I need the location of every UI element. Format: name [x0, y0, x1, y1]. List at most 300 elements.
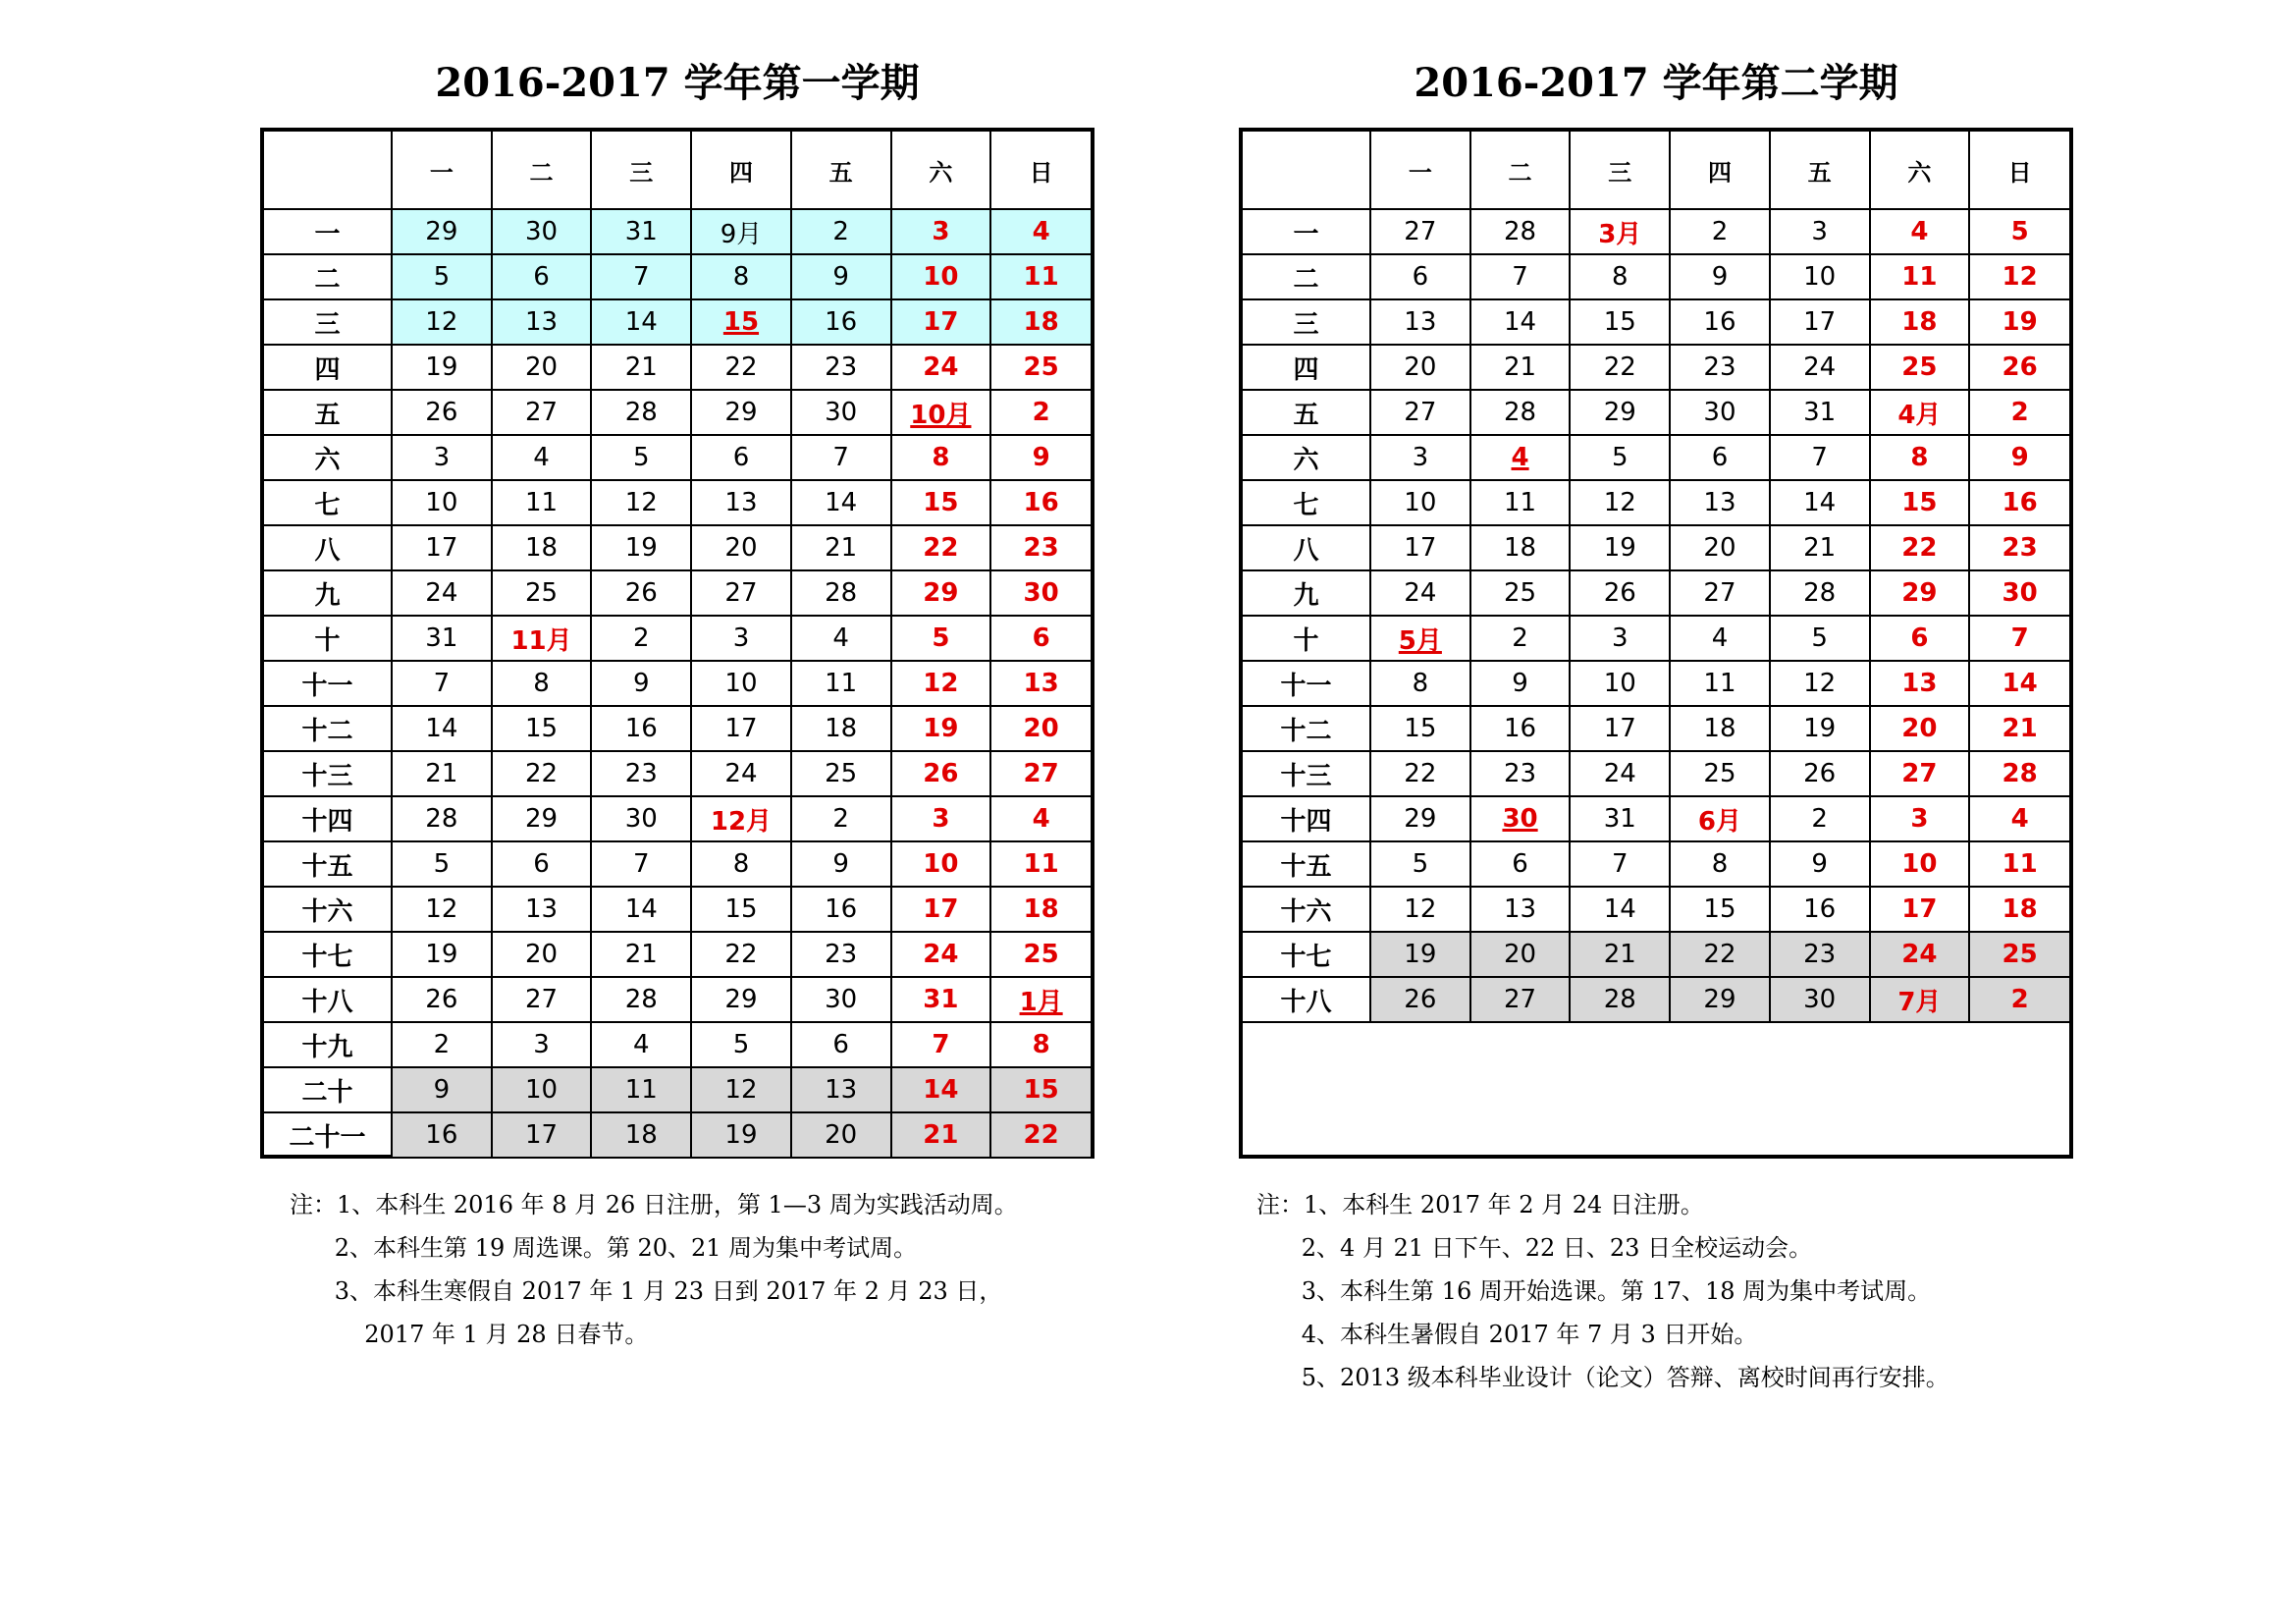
- date-label: 8: [533, 669, 550, 698]
- date-label: 28: [624, 985, 658, 1014]
- date-cell: [691, 1067, 791, 1112]
- date-cell: [1670, 977, 1770, 1022]
- date-label: 24: [1803, 352, 1837, 382]
- date-label: 7月: [1897, 987, 1942, 1017]
- week-row: [1243, 616, 2069, 661]
- date-label: 24: [923, 352, 959, 382]
- date-label: 19: [1404, 940, 1437, 969]
- date-cell: [1770, 390, 1870, 435]
- date-cell: [591, 616, 691, 661]
- date-cell: [492, 209, 592, 254]
- date-label: 4月: [1897, 400, 1942, 430]
- date-cell: [1470, 525, 1571, 570]
- weekday-header: 三: [1570, 132, 1670, 209]
- date-cell: [492, 435, 592, 480]
- date-cell: [1470, 209, 1571, 254]
- date-cell: [891, 435, 991, 480]
- date-label: 5: [1611, 443, 1629, 472]
- date-cell: [1670, 525, 1770, 570]
- date-cell: [791, 570, 891, 616]
- date-cell: [891, 299, 991, 345]
- date-cell: [1870, 841, 1970, 887]
- date-cell: [891, 1112, 991, 1158]
- date-label: 15: [1901, 488, 1938, 517]
- date-cell: [591, 390, 691, 435]
- date-label: 15: [722, 307, 760, 337]
- date-label: 16: [1803, 894, 1837, 924]
- date-cell: [891, 345, 991, 390]
- date-cell: [791, 616, 891, 661]
- date-cell: [891, 661, 991, 706]
- date-label: 31: [624, 217, 658, 246]
- date-label: 26: [425, 398, 458, 427]
- date-label: 16: [825, 894, 858, 924]
- week-number-cell: 十九: [264, 1022, 392, 1067]
- week-number-cell: 五: [264, 390, 392, 435]
- date-cell: [1370, 525, 1470, 570]
- date-label: 19: [624, 533, 658, 563]
- date-label: 6: [533, 849, 550, 879]
- date-label: 17: [1803, 307, 1837, 337]
- date-label: 3: [1412, 443, 1429, 472]
- date-cell: [1969, 480, 2069, 525]
- date-label: 17: [923, 307, 959, 337]
- date-cell: [1570, 570, 1670, 616]
- date-cell: [1370, 254, 1470, 299]
- date-label: 19: [425, 352, 458, 382]
- date-cell: [1670, 209, 1770, 254]
- date-cell: [891, 480, 991, 525]
- date-label: 8: [932, 443, 950, 472]
- date-cell: [1570, 932, 1670, 977]
- date-cell: [1370, 299, 1470, 345]
- date-label: 18: [1504, 533, 1537, 563]
- week-number-cell: 十二: [264, 706, 392, 751]
- semester-1-table-frame: [260, 128, 1095, 1159]
- week-number-cell: 十七: [1243, 932, 1370, 977]
- date-cell: [492, 796, 592, 841]
- date-cell: [990, 299, 1091, 345]
- date-cell: [891, 570, 991, 616]
- date-label: 9: [832, 262, 849, 292]
- date-label: 7: [1811, 443, 1828, 472]
- date-label: 2: [433, 1030, 451, 1059]
- date-label: 20: [724, 533, 758, 563]
- week-number-cell: 十八: [1243, 977, 1370, 1022]
- date-label: 30: [2002, 578, 2038, 608]
- date-cell: [691, 932, 791, 977]
- date-label: 13: [525, 307, 559, 337]
- date-cell: [492, 1067, 592, 1112]
- date-label: 6月: [1697, 806, 1741, 837]
- date-cell: [891, 525, 991, 570]
- week-row: [264, 977, 1091, 1022]
- date-label: 5: [2010, 217, 2029, 246]
- date-cell: [591, 254, 691, 299]
- date-cell: [492, 390, 592, 435]
- date-cell: [990, 751, 1091, 796]
- date-label: 30: [525, 217, 559, 246]
- date-cell: [1770, 932, 1870, 977]
- date-label: 2: [832, 217, 849, 246]
- week-row: [1243, 932, 2069, 977]
- date-label: 13: [1901, 669, 1938, 698]
- date-label: 6: [1412, 262, 1429, 292]
- week-number-cell: 九: [1243, 570, 1370, 616]
- date-cell: [392, 299, 492, 345]
- date-cell: [1470, 299, 1571, 345]
- date-label: 23: [1504, 759, 1537, 788]
- date-label: 12: [425, 307, 458, 337]
- week-number-cell: 十: [264, 616, 392, 661]
- date-cell: [1570, 390, 1670, 435]
- date-label: 4: [1032, 217, 1050, 246]
- date-cell: [1969, 661, 2069, 706]
- date-cell: [1969, 570, 2069, 616]
- date-cell: [1969, 209, 2069, 254]
- date-cell: [591, 887, 691, 932]
- week-row: [264, 254, 1091, 299]
- date-label: 24: [1404, 578, 1437, 608]
- date-label: 16: [1023, 488, 1059, 517]
- date-label: 27: [1504, 985, 1537, 1014]
- date-cell: [1670, 480, 1770, 525]
- date-label: 30: [1502, 804, 1538, 834]
- date-cell: [492, 887, 592, 932]
- date-cell: [1969, 254, 2069, 299]
- date-cell: [691, 887, 791, 932]
- date-cell: [492, 661, 592, 706]
- date-label: 25: [1023, 352, 1059, 382]
- date-cell: [591, 345, 691, 390]
- week-number-cell: 十六: [1243, 887, 1370, 932]
- date-cell: [492, 706, 592, 751]
- date-cell: [591, 661, 691, 706]
- note-line: 2、本科生第 19 周选课。第 20、21 周为集中考试周。: [290, 1234, 918, 1262]
- weekday-header: 三: [591, 132, 691, 209]
- date-label: 17: [1603, 714, 1636, 743]
- date-label: 5: [932, 623, 950, 653]
- date-label: 11: [1504, 488, 1537, 517]
- week-number-cell: 十一: [1243, 661, 1370, 706]
- date-label: 11: [825, 669, 858, 698]
- date-label: 10: [923, 262, 959, 292]
- week-row: [264, 1022, 1091, 1067]
- date-label: 7: [433, 669, 451, 698]
- date-cell: [1969, 525, 2069, 570]
- note-line: 3、本科生寒假自 2017 年 1 月 23 日到 2017 年 2 月 23 日，: [290, 1277, 1003, 1305]
- date-cell: [591, 209, 691, 254]
- date-label: 7: [632, 849, 650, 879]
- date-label: 13: [1703, 488, 1736, 517]
- date-label: 7: [832, 443, 849, 472]
- date-label: 17: [425, 533, 458, 563]
- date-label: 18: [1901, 307, 1938, 337]
- date-cell: [392, 706, 492, 751]
- note-line: 3、本科生第 16 周开始选课。第 17、18 周为集中考试周。: [1256, 1277, 1932, 1305]
- date-label: 20: [1901, 714, 1938, 743]
- date-label: 18: [825, 714, 858, 743]
- date-cell: [691, 751, 791, 796]
- date-cell: [1870, 751, 1970, 796]
- date-cell: [691, 661, 791, 706]
- date-cell: [990, 1022, 1091, 1067]
- date-label: 11月: [510, 625, 572, 656]
- weekday-header: 六: [1870, 132, 1970, 209]
- date-cell: [1370, 887, 1470, 932]
- week-row: [1243, 751, 2069, 796]
- date-cell: [990, 570, 1091, 616]
- date-cell: [1370, 209, 1470, 254]
- date-cell: [990, 706, 1091, 751]
- date-cell: [492, 751, 592, 796]
- week-row: [1243, 390, 2069, 435]
- date-cell: [392, 841, 492, 887]
- date-label: 26: [2002, 352, 2038, 382]
- date-label: 15: [724, 894, 758, 924]
- date-cell: [1570, 977, 1670, 1022]
- date-cell: [1870, 525, 1970, 570]
- date-label: 27: [1023, 759, 1059, 788]
- date-label: 23: [825, 940, 858, 969]
- semester-2-title: 2016-2017 学年第二学期: [1414, 60, 1898, 106]
- date-label: 8: [1412, 669, 1429, 698]
- week-row: [264, 706, 1091, 751]
- date-label: 10: [1603, 669, 1636, 698]
- date-cell: [891, 1067, 991, 1112]
- date-cell: [1770, 751, 1870, 796]
- date-cell: [392, 435, 492, 480]
- date-label: 29: [1404, 804, 1437, 834]
- date-label: 12: [1603, 488, 1636, 517]
- date-label: 2: [1811, 804, 1828, 834]
- date-cell: [392, 254, 492, 299]
- date-label: 15: [1703, 894, 1736, 924]
- date-cell: [791, 254, 891, 299]
- weekday-header: 四: [691, 132, 791, 209]
- date-label: 2: [632, 623, 650, 653]
- date-label: 29: [1703, 985, 1736, 1014]
- week-row: [264, 616, 1091, 661]
- date-label: 29: [1603, 398, 1636, 427]
- date-cell: [1770, 706, 1870, 751]
- week-number-cell: 三: [1243, 299, 1370, 345]
- date-label: 19: [1603, 533, 1636, 563]
- date-cell: [891, 209, 991, 254]
- date-cell: [791, 706, 891, 751]
- week-row: [1243, 977, 2069, 1022]
- week-number-cell: 九: [264, 570, 392, 616]
- week-row: [1243, 299, 2069, 345]
- week-number-cell: 十二: [1243, 706, 1370, 751]
- date-label: 11: [2002, 849, 2038, 879]
- week-number-cell: 十三: [1243, 751, 1370, 796]
- date-cell: [492, 254, 592, 299]
- date-label: 20: [525, 352, 559, 382]
- date-cell: [392, 390, 492, 435]
- date-label: 22: [724, 940, 758, 969]
- week-row: [1243, 209, 2069, 254]
- date-label: 4: [1910, 217, 1929, 246]
- date-label: 24: [1901, 940, 1938, 969]
- date-label: 4: [533, 443, 550, 472]
- date-label: 23: [2002, 533, 2038, 563]
- date-cell: [1370, 841, 1470, 887]
- date-cell: [1370, 796, 1470, 841]
- date-cell: [1670, 796, 1770, 841]
- date-label: 21: [2002, 714, 2038, 743]
- date-label: 27: [525, 985, 559, 1014]
- date-label: 14: [624, 894, 658, 924]
- date-label: 22: [1703, 940, 1736, 969]
- date-cell: [1670, 345, 1770, 390]
- date-label: 10: [525, 1075, 559, 1105]
- date-label: 30: [1703, 398, 1736, 427]
- date-label: 16: [1504, 714, 1537, 743]
- date-label: 11: [624, 1075, 658, 1105]
- date-cell: [1570, 751, 1670, 796]
- date-label: 18: [1023, 894, 1059, 924]
- corner-cell: [264, 132, 392, 209]
- date-label: 29: [724, 398, 758, 427]
- date-label: 22: [724, 352, 758, 382]
- date-label: 18: [1703, 714, 1736, 743]
- date-label: 18: [1023, 307, 1059, 337]
- week-number-cell: 十六: [264, 887, 392, 932]
- date-label: 25: [1901, 352, 1938, 382]
- week-number-cell: 六: [1243, 435, 1370, 480]
- date-cell: [791, 661, 891, 706]
- week-row: [264, 796, 1091, 841]
- date-label: 26: [1404, 985, 1437, 1014]
- date-cell: [990, 796, 1091, 841]
- week-row: [264, 299, 1091, 345]
- date-cell: [1770, 796, 1870, 841]
- date-label: 10: [923, 849, 959, 879]
- date-label: 12: [2002, 262, 2038, 292]
- note-line: 注：1、本科生 2016 年 8 月 26 日注册，第 1—3 周为实践活动周。: [290, 1191, 1018, 1218]
- date-label: 20: [825, 1120, 858, 1150]
- date-label: 3月: [1598, 219, 1642, 249]
- date-label: 11: [1023, 849, 1059, 879]
- date-label: 5: [433, 262, 451, 292]
- date-cell: [791, 796, 891, 841]
- date-cell: [392, 1022, 492, 1067]
- date-cell: [1470, 751, 1571, 796]
- date-label: 9: [2010, 443, 2029, 472]
- date-label: 12月: [710, 806, 773, 837]
- date-label: 22: [525, 759, 559, 788]
- date-cell: [591, 706, 691, 751]
- date-cell: [492, 299, 592, 345]
- date-cell: [691, 480, 791, 525]
- date-label: 13: [1404, 307, 1437, 337]
- date-label: 24: [923, 940, 959, 969]
- date-label: 21: [1603, 940, 1636, 969]
- date-cell: [891, 977, 991, 1022]
- date-cell: [392, 887, 492, 932]
- week-row: [1243, 796, 2069, 841]
- date-label: 30: [1803, 985, 1837, 1014]
- date-cell: [990, 1067, 1091, 1112]
- date-cell: [591, 435, 691, 480]
- date-cell: [1969, 706, 2069, 751]
- date-label: 14: [1603, 894, 1636, 924]
- week-number-cell: 一: [264, 209, 392, 254]
- date-cell: [1570, 525, 1670, 570]
- date-label: 30: [624, 804, 658, 834]
- week-row: [264, 661, 1091, 706]
- date-cell: [1770, 570, 1870, 616]
- date-label: 8: [732, 262, 750, 292]
- date-label: 14: [1803, 488, 1837, 517]
- date-cell: [1670, 570, 1770, 616]
- semester-1-title: 2016-2017 学年第一学期: [435, 60, 920, 106]
- weekday-header: 五: [791, 132, 891, 209]
- date-cell: [1470, 345, 1571, 390]
- date-label: 14: [825, 488, 858, 517]
- week-number-cell: 一: [1243, 209, 1370, 254]
- date-cell: [891, 751, 991, 796]
- date-cell: [691, 570, 791, 616]
- date-cell: [591, 299, 691, 345]
- date-label: 6: [732, 443, 750, 472]
- date-cell: [1870, 299, 1970, 345]
- date-cell: [990, 887, 1091, 932]
- date-label: 26: [624, 578, 658, 608]
- date-cell: [791, 480, 891, 525]
- date-label: 12: [724, 1075, 758, 1105]
- date-cell: [891, 796, 991, 841]
- weekday-header: 二: [1470, 132, 1571, 209]
- date-label: 21: [1803, 533, 1837, 563]
- date-label: 19: [724, 1120, 758, 1150]
- date-label: 9月: [720, 219, 763, 249]
- date-label: 9: [433, 1075, 451, 1105]
- date-cell: [591, 751, 691, 796]
- date-cell: [591, 480, 691, 525]
- date-cell: [1870, 570, 1970, 616]
- date-label: 18: [624, 1120, 658, 1150]
- date-label: 31: [923, 985, 959, 1014]
- week-row: [264, 1112, 1091, 1158]
- date-label: 31: [425, 623, 458, 653]
- date-label: 27: [724, 578, 758, 608]
- date-label: 26: [923, 759, 959, 788]
- date-cell: [990, 345, 1091, 390]
- date-cell: [392, 345, 492, 390]
- date-cell: [1370, 435, 1470, 480]
- date-cell: [891, 254, 991, 299]
- week-row: [264, 841, 1091, 887]
- date-label: 6: [533, 262, 550, 292]
- week-row: [1243, 525, 2069, 570]
- date-label: 5: [632, 443, 650, 472]
- date-cell: [990, 435, 1091, 480]
- corner-cell: [1243, 132, 1370, 209]
- date-label: 16: [1703, 307, 1736, 337]
- date-label: 22: [1901, 533, 1938, 563]
- date-cell: [1870, 661, 1970, 706]
- weekday-header: 四: [1670, 132, 1770, 209]
- date-cell: [791, 299, 891, 345]
- date-cell: [791, 751, 891, 796]
- week-number-cell: 五: [1243, 390, 1370, 435]
- week-number-cell: 十一: [264, 661, 392, 706]
- date-label: 9: [1711, 262, 1729, 292]
- week-row: [1243, 661, 2069, 706]
- note-line: 2、4 月 21 日下午、22 日、23 日全校运动会。: [1256, 1234, 1813, 1262]
